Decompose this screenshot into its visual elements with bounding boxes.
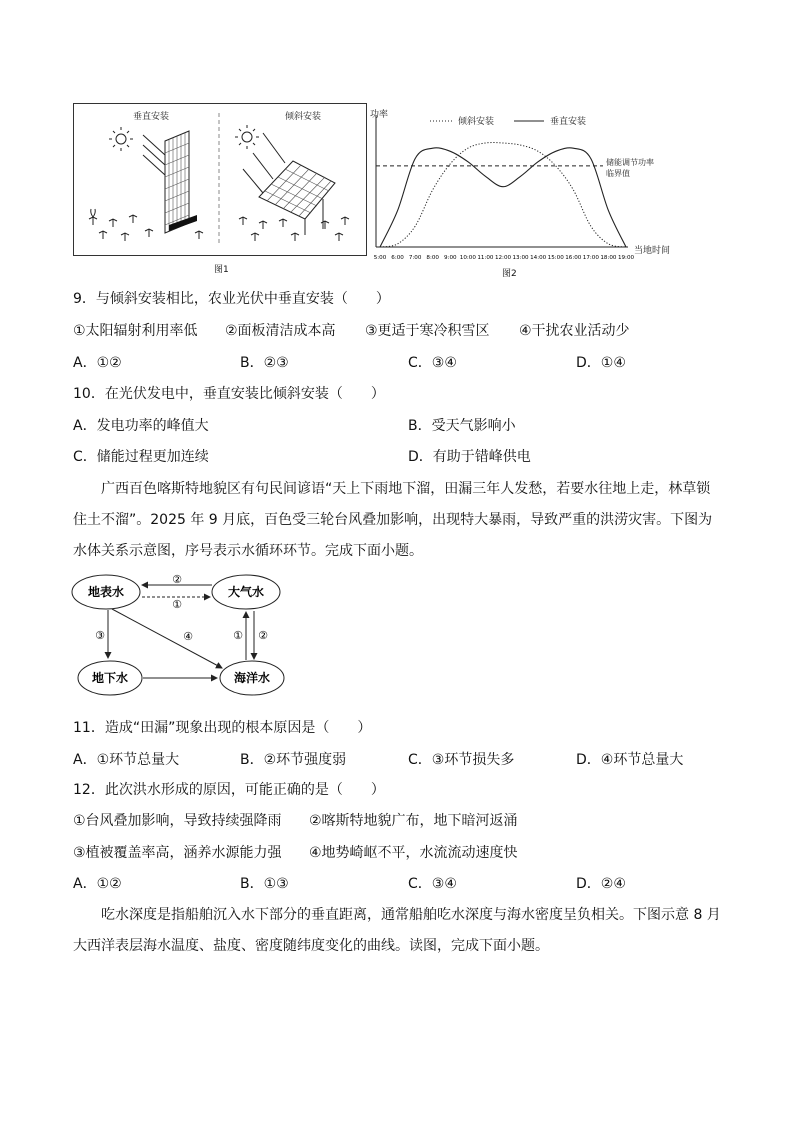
q9-stem: 9．与倾斜安装相比，农业光伏中垂直安装（ ） — [73, 291, 390, 307]
q12-statement-1: ①台风叠加影响，导致持续强降雨 — [73, 813, 282, 829]
chart-xlabel: 当地时间 — [634, 246, 671, 256]
q10-stem: 10．在光伏发电中，垂直安装比倾斜安装（ ） — [73, 386, 385, 402]
figure-2-caption: 图2 — [502, 269, 517, 279]
x-tick-label: 7:00 — [408, 255, 422, 261]
label-1-right: ① — [233, 629, 243, 642]
q9-option-d[interactable]: D．①④ — [576, 355, 626, 371]
x-tick-label: 6:00 — [391, 255, 404, 261]
q10-option-d[interactable]: D．有助于错峰供电 — [408, 449, 531, 465]
x-tick-label: 8:00 — [426, 255, 439, 261]
x-tick-label: 16:00 — [565, 255, 582, 261]
q11-option-d[interactable]: D．④环节总量大 — [576, 752, 684, 768]
fig1-left-title: 垂直安装 — [133, 112, 170, 122]
threshold-label-1: 储能调节功率 — [606, 158, 654, 167]
x-tick-label: 17:00 — [582, 255, 599, 261]
figure-1-illustration — [73, 103, 367, 256]
node-ocean-water-label: 海洋水 — [233, 671, 271, 685]
figure-2 — [368, 103, 676, 263]
label-2-top: ② — [172, 573, 182, 586]
label-1-top: ① — [172, 598, 182, 611]
x-tick-label: 15:00 — [547, 255, 564, 261]
q12-statement-2: ②喀斯特地貌广布，地下暗河返涌 — [309, 813, 518, 829]
passage-draft-depth — [73, 900, 723, 962]
q9-statement-2: ②面板清洁成本高 — [225, 323, 336, 339]
node-atmospheric-water-label: 大气水 — [227, 585, 265, 599]
passage-draft-depth-text: 吃水深度是指船舶沉入水下部分的垂直距离，通常船舶吃水深度与海水密度呈负相关。下图示意 8 月大西洋表层海水温度、盐度、密度随纬度变化的曲线。读图，完成下面小题。 — [73, 907, 721, 954]
q9-option-b[interactable]: B．②③ — [240, 355, 289, 371]
passage-karst — [73, 474, 723, 567]
threshold-label-2: 临界值 — [606, 169, 630, 178]
x-tick-label: 5:00 — [373, 255, 387, 261]
label-4: ④ — [183, 630, 193, 643]
q10-option-a[interactable]: A．发电功率的峰值大 — [73, 418, 209, 434]
q12-stem: 12．此次洪水形成的原因，可能正确的是（ ） — [73, 782, 385, 798]
fig1-right-title: 倾斜安装 — [285, 112, 322, 122]
q9-statement-3: ③更适于寒冷积雪区 — [365, 323, 490, 339]
q12-statement-4: ④地势崎岖不平，水流流动速度快 — [309, 845, 518, 861]
q11-stem: 11．造成“田漏”现象出现的根本原因是（ ） — [73, 720, 372, 736]
q9-option-a[interactable]: A．①② — [73, 355, 122, 371]
q9-statement-1: ①太阳辐射利用率低 — [73, 323, 198, 339]
figure-1 — [73, 103, 367, 256]
figure-1-caption: 图1 — [214, 265, 229, 275]
x-tick-label: 9:00 — [444, 255, 457, 261]
node-groundwater-label: 地下水 — [91, 671, 129, 685]
water-cycle-diagram — [70, 570, 290, 705]
x-tick-label: 11:00 — [477, 255, 494, 261]
q11-option-b[interactable]: B．②环节强度弱 — [240, 752, 347, 768]
q11-option-a[interactable]: A．①环节总量大 — [73, 752, 180, 768]
passage-karst-text: 广西百色喀斯特地貌区有句民间谚语“天上下雨地下溜，田漏三年人发愁，若要水往地上走，林草锁住土不溜”。2025 年 9 月底，百色受三轮台风叠加影响，出现特大暴雨，导致严重的洪涝灾害。下图为水体关系示意图，序号表示水循环环节。完成下面小题。 — [73, 481, 713, 559]
q10-option-b[interactable]: B．受天气影响小 — [408, 418, 516, 434]
figure-2-chart — [368, 103, 676, 263]
x-tick-label: 19:00 — [617, 255, 635, 261]
q12-option-c[interactable]: C．③④ — [408, 876, 457, 892]
arrow-4 — [112, 609, 222, 668]
legend-tilted: 倾斜安装 — [458, 117, 495, 127]
q9-statement-4: ④干扰农业活动少 — [519, 323, 630, 339]
q10-option-c[interactable]: C．储能过程更加连续 — [73, 449, 209, 465]
node-surface-water-label: 地表水 — [87, 585, 125, 599]
x-tick-label: 18:00 — [600, 255, 617, 261]
q12-option-d[interactable]: D．②④ — [576, 876, 626, 892]
q12-statement-3: ③植被覆盖率高，涵养水源能力强 — [73, 845, 282, 861]
q9-option-c[interactable]: C．③④ — [408, 355, 457, 371]
label-2-right: ② — [258, 629, 268, 642]
x-tick-label: 14:00 — [530, 255, 547, 261]
x-tick-label: 10:00 — [459, 255, 476, 261]
q11-option-c[interactable]: C．③环节损失多 — [408, 752, 515, 768]
series-tilted-line — [380, 143, 626, 247]
legend-vertical: 垂直安装 — [550, 117, 587, 127]
x-tick-label: 13:00 — [512, 255, 529, 261]
q12-option-b[interactable]: B．①③ — [240, 876, 289, 892]
chart-ylabel: 功率 — [370, 110, 389, 120]
x-tick-label: 12:00 — [494, 255, 512, 261]
label-3: ③ — [95, 629, 105, 642]
q12-option-a[interactable]: A．①② — [73, 876, 122, 892]
series-vertical-line — [380, 148, 626, 247]
